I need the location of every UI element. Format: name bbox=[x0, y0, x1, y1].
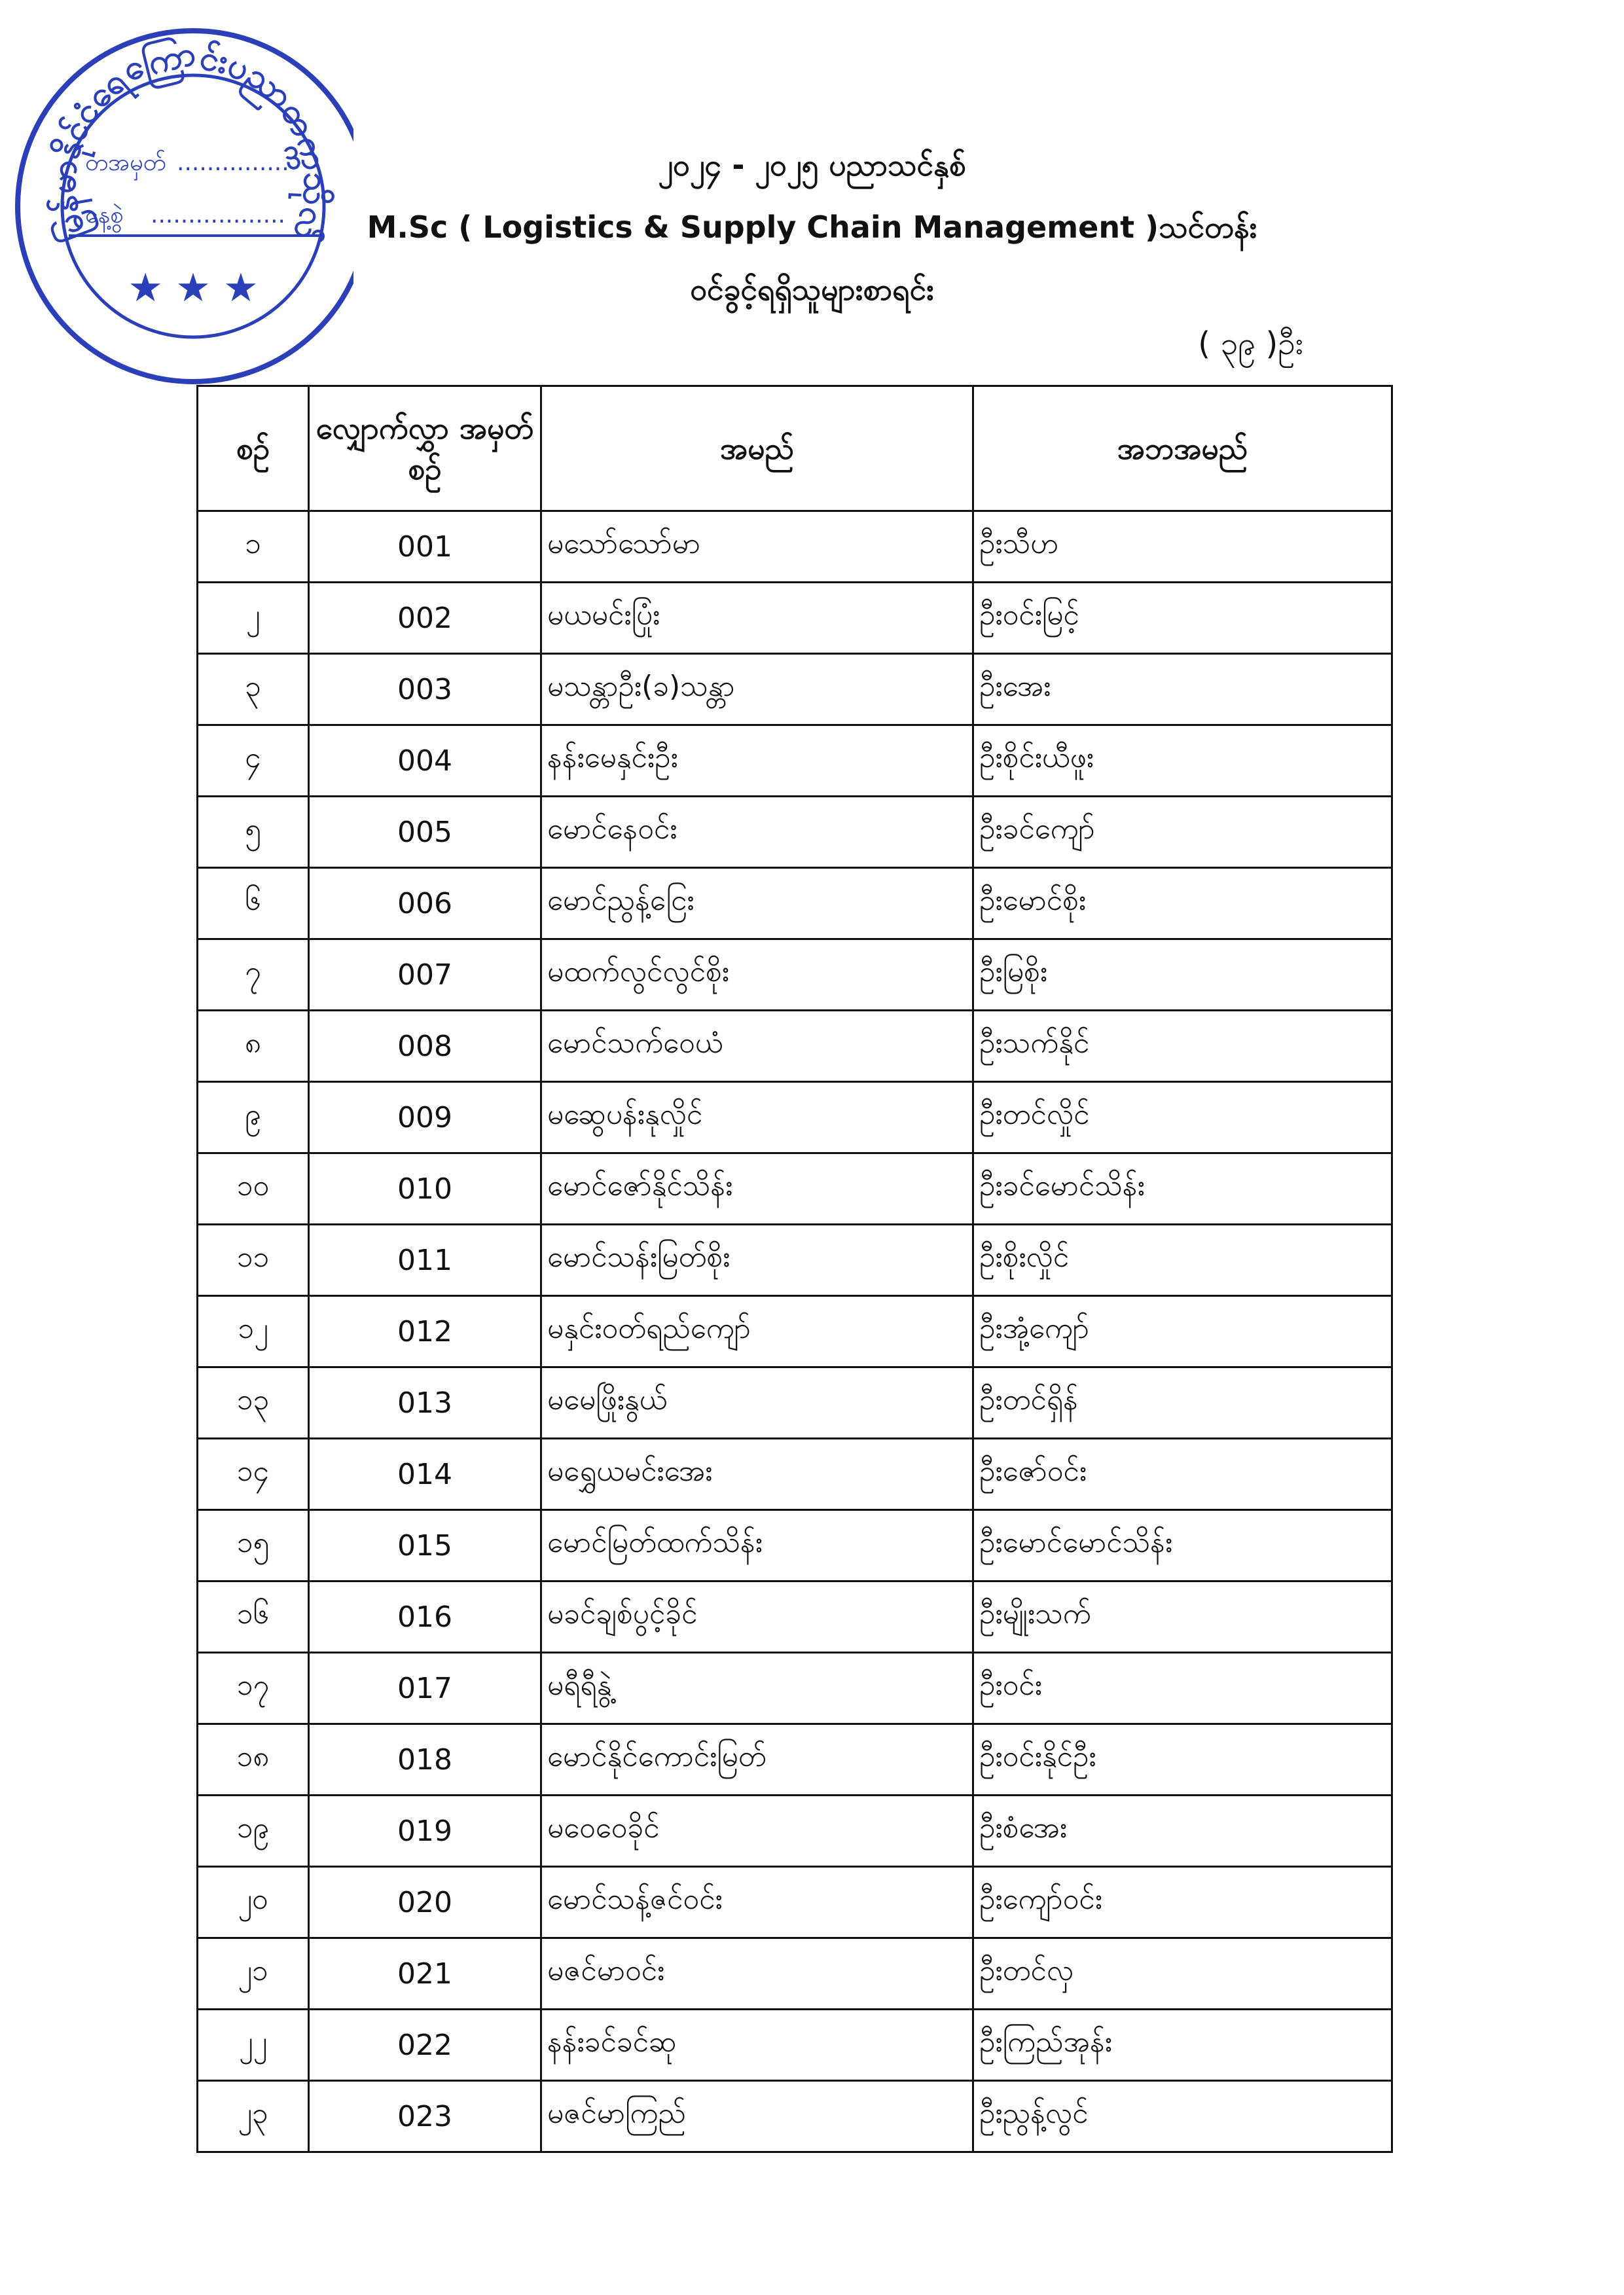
cell-name: မောင်ဇော်နိုင်သိန်း bbox=[541, 1153, 973, 1225]
cell-father: ဦးတင်လှ bbox=[973, 1938, 1392, 2010]
cell-roll: 006 bbox=[309, 868, 541, 939]
cell-name: မဆွေပန်းနုလှိုင် bbox=[541, 1082, 973, 1153]
cell-father: ဦးကြည်အုန်း bbox=[973, 2010, 1392, 2081]
cell-father: ဦးမျိုးသက် bbox=[973, 1581, 1392, 1653]
seal-number-dots: ............... bbox=[177, 149, 289, 176]
cell-no: ၂၂ bbox=[198, 2010, 309, 2081]
cell-father: ဦးစိုင်းယီဖူး bbox=[973, 725, 1392, 797]
table-row bbox=[198, 654, 1392, 725]
cell-name: မခင်ချစ်ပွင့်ခိုင် bbox=[541, 1581, 973, 1653]
col-header-no: စဉ် bbox=[198, 386, 309, 511]
cell-father: ဦးစိုးလှိုင် bbox=[973, 1225, 1392, 1296]
cell-name: မောင်မြတ်ထက်သိန်း bbox=[541, 1510, 973, 1581]
cell-no: ၁၁ bbox=[198, 1225, 309, 1296]
cell-no: ၁၅ bbox=[198, 1510, 309, 1581]
cell-no: ၁၇ bbox=[198, 1653, 309, 1724]
cell-name: မသော်သော်မာ bbox=[541, 511, 973, 583]
cell-name: မောင်သက်ဝေယံ bbox=[541, 1011, 973, 1082]
table-row bbox=[198, 1724, 1392, 1796]
cell-father: ဦးစံအေး bbox=[973, 1796, 1392, 1867]
table-row bbox=[198, 1082, 1392, 1153]
col-header-father: အဘအမည် bbox=[973, 386, 1392, 511]
cell-roll: 010 bbox=[309, 1153, 541, 1225]
cell-father: ဦးတင်လှိုင် bbox=[973, 1082, 1392, 1153]
table-row bbox=[198, 797, 1392, 868]
table-row bbox=[198, 868, 1392, 939]
cell-name: မထက်လွင်လွင်စိုး bbox=[541, 939, 973, 1011]
cell-father: ဦးဇော်ဝင်း bbox=[973, 1439, 1392, 1510]
cell-roll: 004 bbox=[309, 725, 541, 797]
cell-name: မယမင်းပြုံး bbox=[541, 583, 973, 654]
cell-roll: 018 bbox=[309, 1724, 541, 1796]
cell-father: ဦးမောင်မောင်သိန်း bbox=[973, 1510, 1392, 1581]
cell-no: ၁၃ bbox=[198, 1367, 309, 1439]
table-row bbox=[198, 1653, 1392, 1724]
cell-name: မနှင်းဝတ်ရည်ကျော် bbox=[541, 1296, 973, 1367]
table-row bbox=[198, 1296, 1392, 1367]
cell-father: ဦးမောင်စိုး bbox=[973, 868, 1392, 939]
cell-father: ဦးကျော်ဝင်း bbox=[973, 1867, 1392, 1938]
cell-no: ၁၀ bbox=[198, 1153, 309, 1225]
cell-name: မရီရီနွဲ့ bbox=[541, 1653, 973, 1724]
table-row bbox=[198, 1153, 1392, 1225]
cell-father: ဦးဝင်းနိုင်ဦး bbox=[973, 1724, 1392, 1796]
col-header-roll: လျှောက်လွှာ အမှတ်စဉ် bbox=[309, 386, 541, 511]
cell-father: ဦးအေး bbox=[973, 654, 1392, 725]
cell-name: မောင်နေဝင်း bbox=[541, 797, 973, 868]
cell-father: ဦးတင်ရှိန် bbox=[973, 1367, 1392, 1439]
cell-name: နန်းခင်ခင်ဆု bbox=[541, 2010, 973, 2081]
cell-father: ဦးသီဟ bbox=[973, 511, 1392, 583]
list-title: ဝင်ခွင့်ရရှိသူများစာရင်း bbox=[690, 272, 934, 307]
total-count: ( ၃၉ )ဦး bbox=[1198, 325, 1303, 362]
cell-name: မသန္တာဦး(ခ)သန္တာ bbox=[541, 654, 973, 725]
cell-roll: 013 bbox=[309, 1367, 541, 1439]
cell-no: ၁၆ bbox=[198, 1581, 309, 1653]
cell-roll: 003 bbox=[309, 654, 541, 725]
table-row bbox=[198, 2010, 1392, 2081]
cell-roll: 002 bbox=[309, 583, 541, 654]
table-row bbox=[198, 939, 1392, 1011]
table-header-row bbox=[198, 386, 1392, 511]
seal-ring-text: မြန်မာနိုင်ငံရေကြောင်းပညာတက္ကသိုလ် bbox=[43, 33, 336, 246]
cell-name: မမေဖြိုးနွယ် bbox=[541, 1367, 973, 1439]
seal-stars: ★ ★ ★ bbox=[128, 265, 259, 311]
cell-no: ၂ bbox=[198, 583, 309, 654]
table-row bbox=[198, 725, 1392, 797]
cell-no: ၁၈ bbox=[198, 1724, 309, 1796]
cell-no: ၁၄ bbox=[198, 1439, 309, 1510]
cell-father: ဦးခင်မောင်သိန်း bbox=[973, 1153, 1392, 1225]
cell-no: ၄ bbox=[198, 725, 309, 797]
cell-no: ၂၁ bbox=[198, 1938, 309, 2010]
cell-name: မောင်သန့်ဇင်ဝင်း bbox=[541, 1867, 973, 1938]
table-row bbox=[198, 1867, 1392, 1938]
seal-number-label: တအမှတ် bbox=[85, 149, 166, 176]
cell-name: မဇင်မာကြည် bbox=[541, 2081, 973, 2152]
seal-date-dots: .................. bbox=[151, 202, 285, 228]
document-header bbox=[0, 134, 1624, 321]
academic-year: ၂၀၂၄ - ၂၀၂၅ ပညာသင်နှစ် bbox=[658, 147, 966, 183]
cell-roll: 007 bbox=[309, 939, 541, 1011]
cell-roll: 014 bbox=[309, 1439, 541, 1510]
cell-roll: 016 bbox=[309, 1581, 541, 1653]
course-title: M.Sc ( Logistics & Supply Chain Management )သင်တန်း bbox=[367, 209, 1257, 245]
cell-name: မဇင်မာဝင်း bbox=[541, 1938, 973, 2010]
cell-name: မောင်ညွန့်ငြေး bbox=[541, 868, 973, 939]
cell-father: ဦးဝင်းမြင့် bbox=[973, 583, 1392, 654]
cell-roll: 017 bbox=[309, 1653, 541, 1724]
cell-no: ၃ bbox=[198, 654, 309, 725]
table-row bbox=[198, 1938, 1392, 2010]
cell-father: ဦးမြစိုး bbox=[973, 939, 1392, 1011]
cell-roll: 022 bbox=[309, 2010, 541, 2081]
table-row bbox=[198, 1510, 1392, 1581]
cell-roll: 012 bbox=[309, 1296, 541, 1367]
cell-no: ၇ bbox=[198, 939, 309, 1011]
col-header-name: အမည် bbox=[541, 386, 973, 511]
cell-roll: 019 bbox=[309, 1796, 541, 1867]
cell-roll: 008 bbox=[309, 1011, 541, 1082]
cell-roll: 021 bbox=[309, 1938, 541, 2010]
cell-no: ၂၀ bbox=[198, 1867, 309, 1938]
cell-roll: 020 bbox=[309, 1867, 541, 1938]
cell-no: ၁ bbox=[198, 511, 309, 583]
table-row bbox=[198, 1796, 1392, 1867]
table-body bbox=[198, 511, 1392, 2152]
cell-name: မောင်နိုင်ကောင်းမြတ် bbox=[541, 1724, 973, 1796]
cell-no: ၁၂ bbox=[198, 1296, 309, 1367]
cell-no: ၅ bbox=[198, 797, 309, 868]
cell-name: မရွှေယမင်းအေး bbox=[541, 1439, 973, 1510]
cell-no: ၆ bbox=[198, 868, 309, 939]
table-row bbox=[198, 1581, 1392, 1653]
table-row bbox=[198, 1011, 1392, 1082]
cell-father: ဦးဝင်း bbox=[973, 1653, 1392, 1724]
seal-date-label: နေ့စွဲ bbox=[85, 202, 124, 228]
table-row bbox=[198, 2081, 1392, 2152]
cell-father: ဦးညွန့်လွင် bbox=[973, 2081, 1392, 2152]
cell-no: ၈ bbox=[198, 1011, 309, 1082]
cell-name: မောင်သန်းမြတ်စိုး bbox=[541, 1225, 973, 1296]
cell-roll: 015 bbox=[309, 1510, 541, 1581]
table-row bbox=[198, 583, 1392, 654]
cell-no: ၂၃ bbox=[198, 2081, 309, 2152]
cell-father: ဦးခင်ကျော် bbox=[973, 797, 1392, 868]
cell-roll: 011 bbox=[309, 1225, 541, 1296]
table-row bbox=[198, 1367, 1392, 1439]
table-row bbox=[198, 1225, 1392, 1296]
cell-no: ၁၉ bbox=[198, 1796, 309, 1867]
table-row bbox=[198, 511, 1392, 583]
cell-roll: 001 bbox=[309, 511, 541, 583]
cell-name: မဝေဝေခိုင် bbox=[541, 1796, 973, 1867]
table-row bbox=[198, 1439, 1392, 1510]
cell-father: ဦးအုံ့ကျော် bbox=[973, 1296, 1392, 1367]
cell-name: နန်းမေနှင်းဦး bbox=[541, 725, 973, 797]
cell-no: ၉ bbox=[198, 1082, 309, 1153]
cell-father: ဦးသက်နိုင် bbox=[973, 1011, 1392, 1082]
cell-roll: 005 bbox=[309, 797, 541, 868]
cell-roll: 009 bbox=[309, 1082, 541, 1153]
cell-roll: 023 bbox=[309, 2081, 541, 2152]
admission-table bbox=[196, 385, 1393, 2153]
